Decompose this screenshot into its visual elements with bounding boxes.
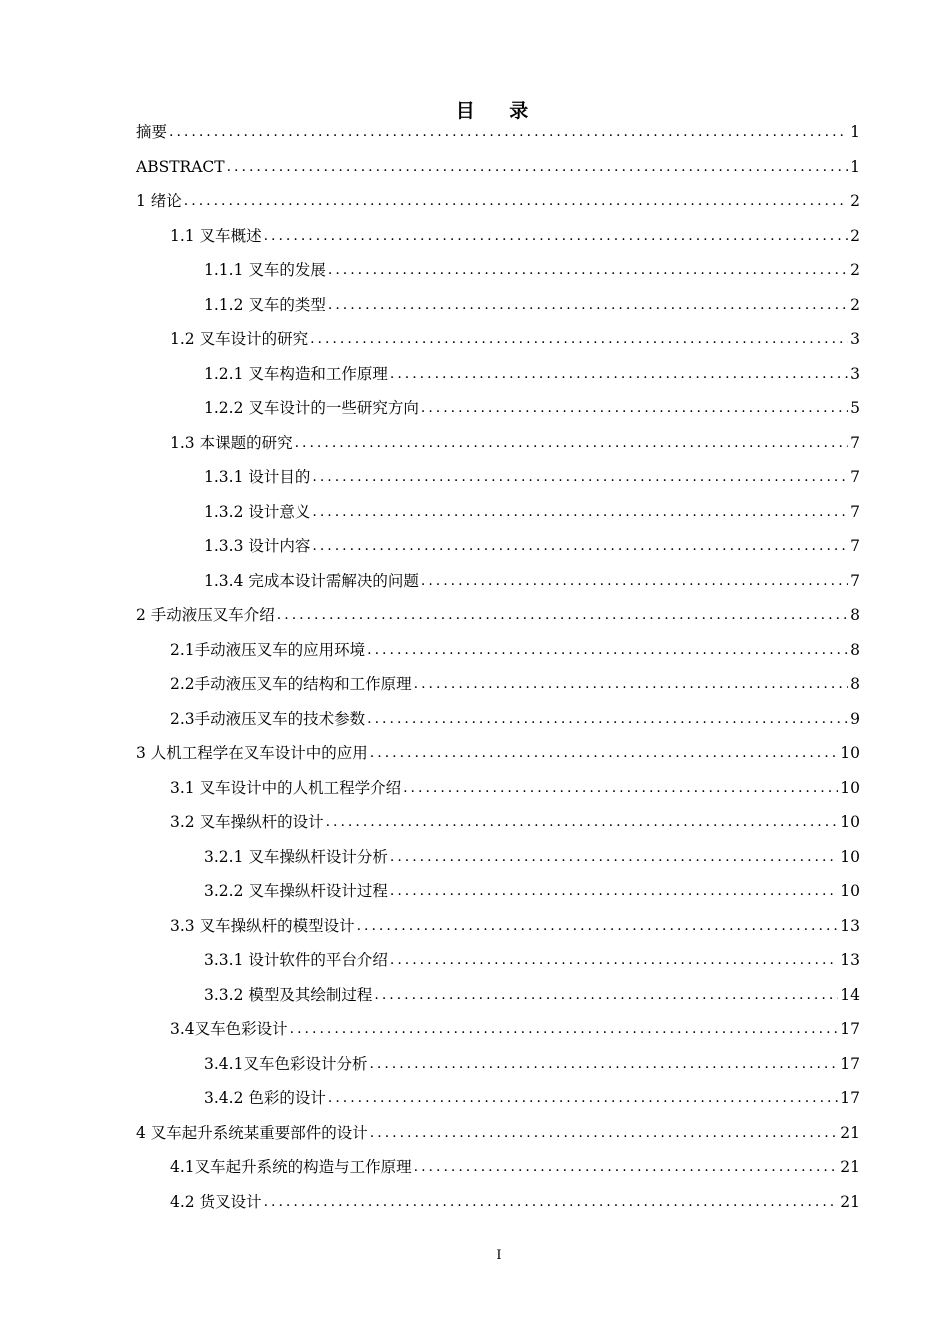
toc-entry-title: 1.3.2 设计意义 xyxy=(204,502,311,521)
toc-dot-leader xyxy=(367,640,848,660)
toc-entry[interactable] xyxy=(136,840,860,875)
toc-entry[interactable] xyxy=(136,460,860,495)
toc-entry[interactable] xyxy=(136,115,860,150)
toc-entry-title: 1.1 叉车概述 xyxy=(170,226,262,245)
toc-entry-title: 2.3手动液压叉车的技术参数 xyxy=(170,709,366,728)
table-of-contents xyxy=(136,115,860,1219)
toc-dot-leader xyxy=(403,778,838,798)
toc-entry-page: 1 xyxy=(850,157,860,176)
toc-dot-leader xyxy=(264,1192,839,1212)
toc-entry-page: 8 xyxy=(850,640,860,659)
toc-dot-leader xyxy=(290,1019,839,1039)
toc-dot-leader xyxy=(184,191,848,211)
toc-entry-title: 1.3.4 完成本设计需解决的问题 xyxy=(204,571,419,590)
toc-dot-leader xyxy=(390,364,848,384)
toc-entry-title: 3.2 叉车操纵杆的设计 xyxy=(170,813,324,832)
toc-entry[interactable] xyxy=(136,978,860,1013)
toc-entry-page: 10 xyxy=(840,847,860,866)
toc-entry-page: 8 xyxy=(850,606,860,625)
toc-entry[interactable] xyxy=(136,702,860,737)
toc-dot-leader xyxy=(328,1088,838,1108)
toc-entry[interactable] xyxy=(136,357,860,392)
toc-entry[interactable] xyxy=(136,495,860,530)
toc-entry-page: 1 xyxy=(850,123,860,142)
toc-entry-title: 3.1 叉车设计中的人机工程学介绍 xyxy=(170,778,402,797)
toc-dot-leader xyxy=(414,1157,839,1177)
toc-entry[interactable] xyxy=(136,150,860,185)
toc-dot-leader xyxy=(421,398,848,418)
toc-entry-title: 2.2手动液压叉车的结构和工作原理 xyxy=(170,675,412,694)
toc-entry-title: 1.3.1 设计目的 xyxy=(204,468,311,487)
toc-entry[interactable] xyxy=(136,598,860,633)
toc-dot-leader xyxy=(310,329,848,349)
toc-entry-title: 1.3.3 设计内容 xyxy=(204,537,311,556)
toc-entry[interactable] xyxy=(136,736,860,771)
toc-entry[interactable] xyxy=(136,1047,860,1082)
toc-entry-page: 3 xyxy=(850,330,860,349)
toc-entry-page: 3 xyxy=(850,364,860,383)
toc-entry-page: 2 xyxy=(850,192,860,211)
toc-dot-leader xyxy=(328,260,848,280)
toc-entry[interactable] xyxy=(136,1116,860,1151)
toc-entry-title: 3.2.2 叉车操纵杆设计过程 xyxy=(204,882,388,901)
toc-entry-page: 17 xyxy=(840,1089,860,1108)
toc-entry[interactable] xyxy=(136,529,860,564)
toc-entry[interactable] xyxy=(136,1012,860,1047)
toc-entry[interactable] xyxy=(136,909,860,944)
toc-dot-leader xyxy=(374,985,838,1005)
toc-dot-leader xyxy=(295,433,849,453)
toc-dot-leader xyxy=(390,881,838,901)
toc-entry-page: 7 xyxy=(850,468,860,487)
toc-entry-title: 1.2 叉车设计的研究 xyxy=(170,330,309,349)
toc-entry-page: 7 xyxy=(850,571,860,590)
toc-dot-leader xyxy=(370,1123,838,1143)
toc-entry-title: 4 叉车起升系统某重要部件的设计 xyxy=(136,1123,368,1142)
toc-dot-leader xyxy=(370,743,838,763)
toc-entry-page: 8 xyxy=(850,675,860,694)
toc-dot-leader xyxy=(326,812,839,832)
toc-dot-leader xyxy=(390,950,838,970)
toc-entry-page: 13 xyxy=(840,951,860,970)
toc-entry-page: 21 xyxy=(840,1158,860,1177)
toc-dot-leader xyxy=(414,674,848,694)
toc-entry-title: 1.2.2 叉车设计的一些研究方向 xyxy=(204,399,419,418)
toc-entry[interactable] xyxy=(136,1185,860,1220)
toc-dot-leader xyxy=(357,916,839,936)
toc-entry-title: 4.1叉车起升系统的构造与工作原理 xyxy=(170,1158,412,1177)
toc-entry-title: 3.4.2 色彩的设计 xyxy=(204,1089,326,1108)
toc-dot-leader xyxy=(312,502,848,522)
toc-entry-page: 21 xyxy=(840,1123,860,1142)
toc-entry-page: 17 xyxy=(840,1054,860,1073)
toc-entry-page: 10 xyxy=(840,813,860,832)
toc-dot-leader xyxy=(390,847,838,867)
toc-entry[interactable] xyxy=(136,1150,860,1185)
toc-entry-page: 10 xyxy=(840,744,860,763)
toc-dot-leader xyxy=(277,605,848,625)
toc-entry-title: 1 绪论 xyxy=(136,192,182,211)
toc-entry[interactable] xyxy=(136,874,860,909)
toc-dot-leader xyxy=(369,1054,838,1074)
toc-entry-page: 9 xyxy=(850,709,860,728)
toc-entry-page: 7 xyxy=(850,537,860,556)
toc-entry[interactable] xyxy=(136,322,860,357)
toc-entry-page: 13 xyxy=(840,916,860,935)
toc-entry-title: 3.3.2 模型及其绘制过程 xyxy=(204,985,373,1004)
toc-entry-page: 10 xyxy=(840,778,860,797)
toc-entry-title: 摘要 xyxy=(136,123,168,142)
toc-entry-page: 14 xyxy=(840,985,860,1004)
toc-dot-leader xyxy=(312,467,848,487)
toc-entry-title: 3.3 叉车操纵杆的模型设计 xyxy=(170,916,355,935)
toc-entry[interactable] xyxy=(136,805,860,840)
toc-entry-title: 3.3.1 设计软件的平台介绍 xyxy=(204,951,388,970)
toc-entry-title: ABSTRACT xyxy=(136,157,225,176)
toc-entry[interactable] xyxy=(136,1081,860,1116)
toc-entry-page: 17 xyxy=(840,1020,860,1039)
page-title: 目 录 xyxy=(455,100,543,122)
toc-dot-leader xyxy=(328,295,848,315)
toc-entry-title: 3.4叉车色彩设计 xyxy=(170,1020,288,1039)
toc-entry-title: 3.4.1叉车色彩设计分析 xyxy=(204,1054,368,1073)
toc-entry-title: 1.1.2 叉车的类型 xyxy=(204,295,326,314)
toc-entry-page: 7 xyxy=(850,433,860,452)
toc-entry-title: 1.3 本课题的研究 xyxy=(170,433,293,452)
toc-entry-page: 2 xyxy=(850,295,860,314)
toc-entry[interactable] xyxy=(136,219,860,254)
toc-entry[interactable] xyxy=(136,253,860,288)
toc-entry-page: 7 xyxy=(850,502,860,521)
toc-entry-title: 2 手动液压叉车介绍 xyxy=(136,606,275,625)
toc-entry-page: 2 xyxy=(850,226,860,245)
toc-entry-page: 2 xyxy=(850,261,860,280)
toc-entry[interactable] xyxy=(136,288,860,323)
toc-entry-title: 1.2.1 叉车构造和工作原理 xyxy=(204,364,388,383)
toc-dot-leader xyxy=(169,122,848,142)
toc-entry-title: 3.2.1 叉车操纵杆设计分析 xyxy=(204,847,388,866)
toc-dot-leader xyxy=(367,709,848,729)
toc-entry[interactable] xyxy=(136,564,860,599)
toc-entry[interactable] xyxy=(136,391,860,426)
toc-entry[interactable] xyxy=(136,426,860,461)
toc-entry-title: 1.1.1 叉车的发展 xyxy=(204,261,326,280)
toc-entry[interactable] xyxy=(136,184,860,219)
toc-entry[interactable] xyxy=(136,633,860,668)
toc-entry[interactable] xyxy=(136,771,860,806)
toc-entry-title: 2.1手动液压叉车的应用环境 xyxy=(170,640,366,659)
toc-dot-leader xyxy=(227,157,849,177)
toc-entry-title: 4.2 货叉设计 xyxy=(170,1192,262,1211)
toc-dot-leader xyxy=(312,536,848,556)
toc-entry-title: 3 人机工程学在叉车设计中的应用 xyxy=(136,744,368,763)
toc-entry[interactable] xyxy=(136,943,860,978)
toc-entry[interactable] xyxy=(136,667,860,702)
toc-entry-page: 10 xyxy=(840,882,860,901)
toc-dot-leader xyxy=(264,226,849,246)
toc-entry-page: 5 xyxy=(850,399,860,418)
toc-dot-leader xyxy=(421,571,848,591)
page-number: I xyxy=(496,1248,502,1263)
toc-entry-page: 21 xyxy=(840,1192,860,1211)
